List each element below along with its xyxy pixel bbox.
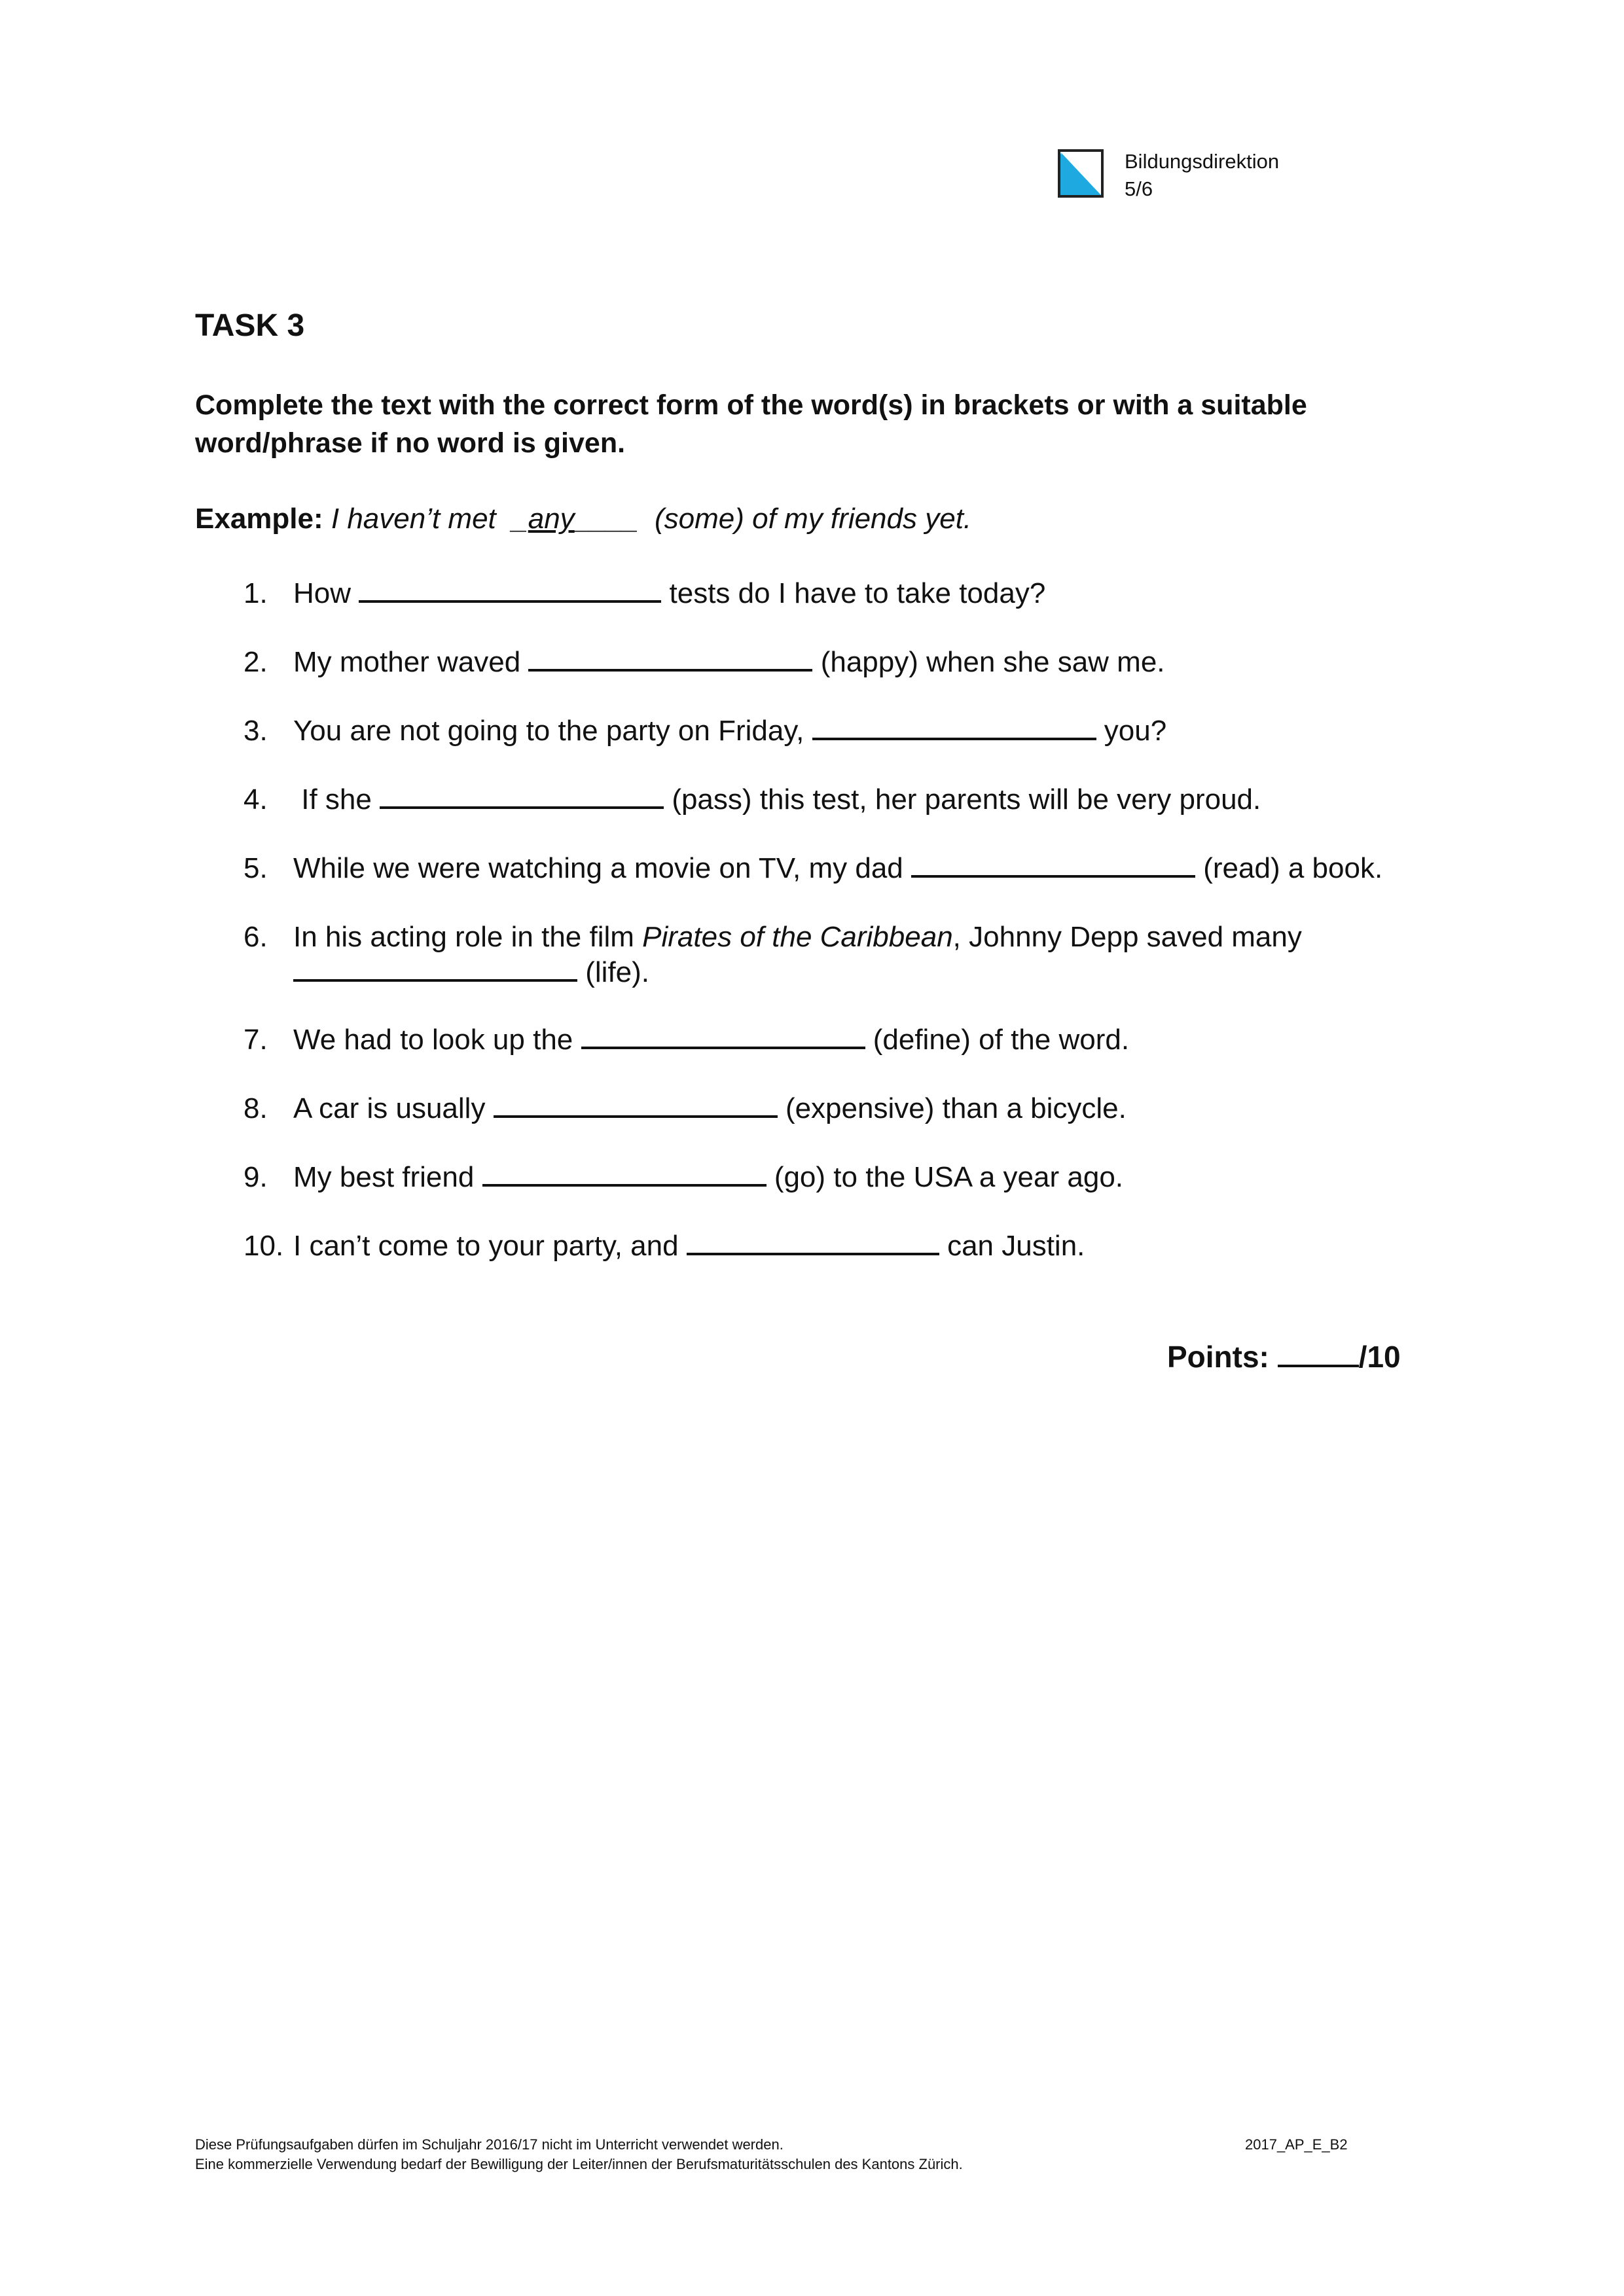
list-item: 10. I can’t come to your party, and can Justin.: [244, 1230, 1085, 1262]
list-item: 4. If she (pass) this test, her parents will be very proud.: [244, 783, 1261, 816]
example-before: I haven’t met: [331, 503, 496, 535]
list-item: 2. My mother waved (happy) when she saw me.: [244, 646, 1165, 678]
points-blank[interactable]: [1278, 1341, 1359, 1367]
film-title: Pirates of the Caribbean: [642, 921, 953, 953]
answer-blank[interactable]: [380, 783, 664, 809]
answer-blank[interactable]: [359, 577, 661, 603]
org-name: Bildungsdirektion: [1125, 150, 1280, 173]
header-block: [1125, 148, 1279, 203]
example-label: Example:: [195, 503, 323, 535]
points-label: Points:: [1167, 1340, 1269, 1374]
example-line: Example: I haven’t met _any____ (some) of my friends yet.: [195, 503, 972, 535]
list-item: 7. We had to look up the (define) of the word.: [244, 1024, 1130, 1056]
list-item: 3. You are not going to the party on Friday, you?: [244, 715, 1167, 747]
canton-zurich-logo-icon: [1058, 149, 1104, 198]
points-total: /10: [1358, 1340, 1401, 1374]
answer-blank[interactable]: [494, 1092, 778, 1118]
answer-blank[interactable]: [911, 852, 1195, 878]
footer-line-1: Diese Prüfungsaufgaben dürfen im Schuljahr 2016/17 nicht im Unterricht verwendet werden.: [195, 2136, 784, 2153]
task-title: TASK 3: [195, 308, 305, 343]
list-item: 9. My best friend (go) to the USA a year ago.: [244, 1161, 1124, 1193]
answer-blank[interactable]: [293, 956, 577, 982]
list-item: 1. How tests do I have to take today?: [244, 577, 1046, 609]
answer-blank[interactable]: [581, 1023, 865, 1049]
page-number: 5/6: [1125, 177, 1153, 200]
answer-blank[interactable]: [482, 1160, 767, 1187]
answer-blank[interactable]: [528, 645, 812, 672]
example-answer: any: [528, 503, 575, 535]
list-item: 8. A car is usually (expensive) than a bicycle.: [244, 1092, 1127, 1124]
footer-line-2: Eine kommerzielle Verwendung bedarf der Bewilligung der Leiter/innen der Berufsmaturitätsschulen des Kantons Zürich.: [195, 2156, 963, 2172]
list-item: 5. While we were watching a movie on TV, my dad (read) a book.: [244, 852, 1383, 884]
answer-blank[interactable]: [687, 1229, 939, 1255]
task-instructions: Complete the text with the correct form of the word(s) in brackets or with a suitable word/phrase if no word is given.: [195, 389, 1307, 459]
answer-blank[interactable]: [812, 714, 1096, 740]
points-line: [1167, 1339, 1401, 1374]
list-item: 6. In his acting role in the film Pirates of the Caribbean, Johnny Depp saved many (life).: [244, 921, 1302, 988]
footer-notice: [195, 2135, 963, 2174]
example-after: (some) of my friends yet.: [655, 503, 972, 535]
footer-code: 2017_AP_E_B2: [1245, 2136, 1348, 2153]
